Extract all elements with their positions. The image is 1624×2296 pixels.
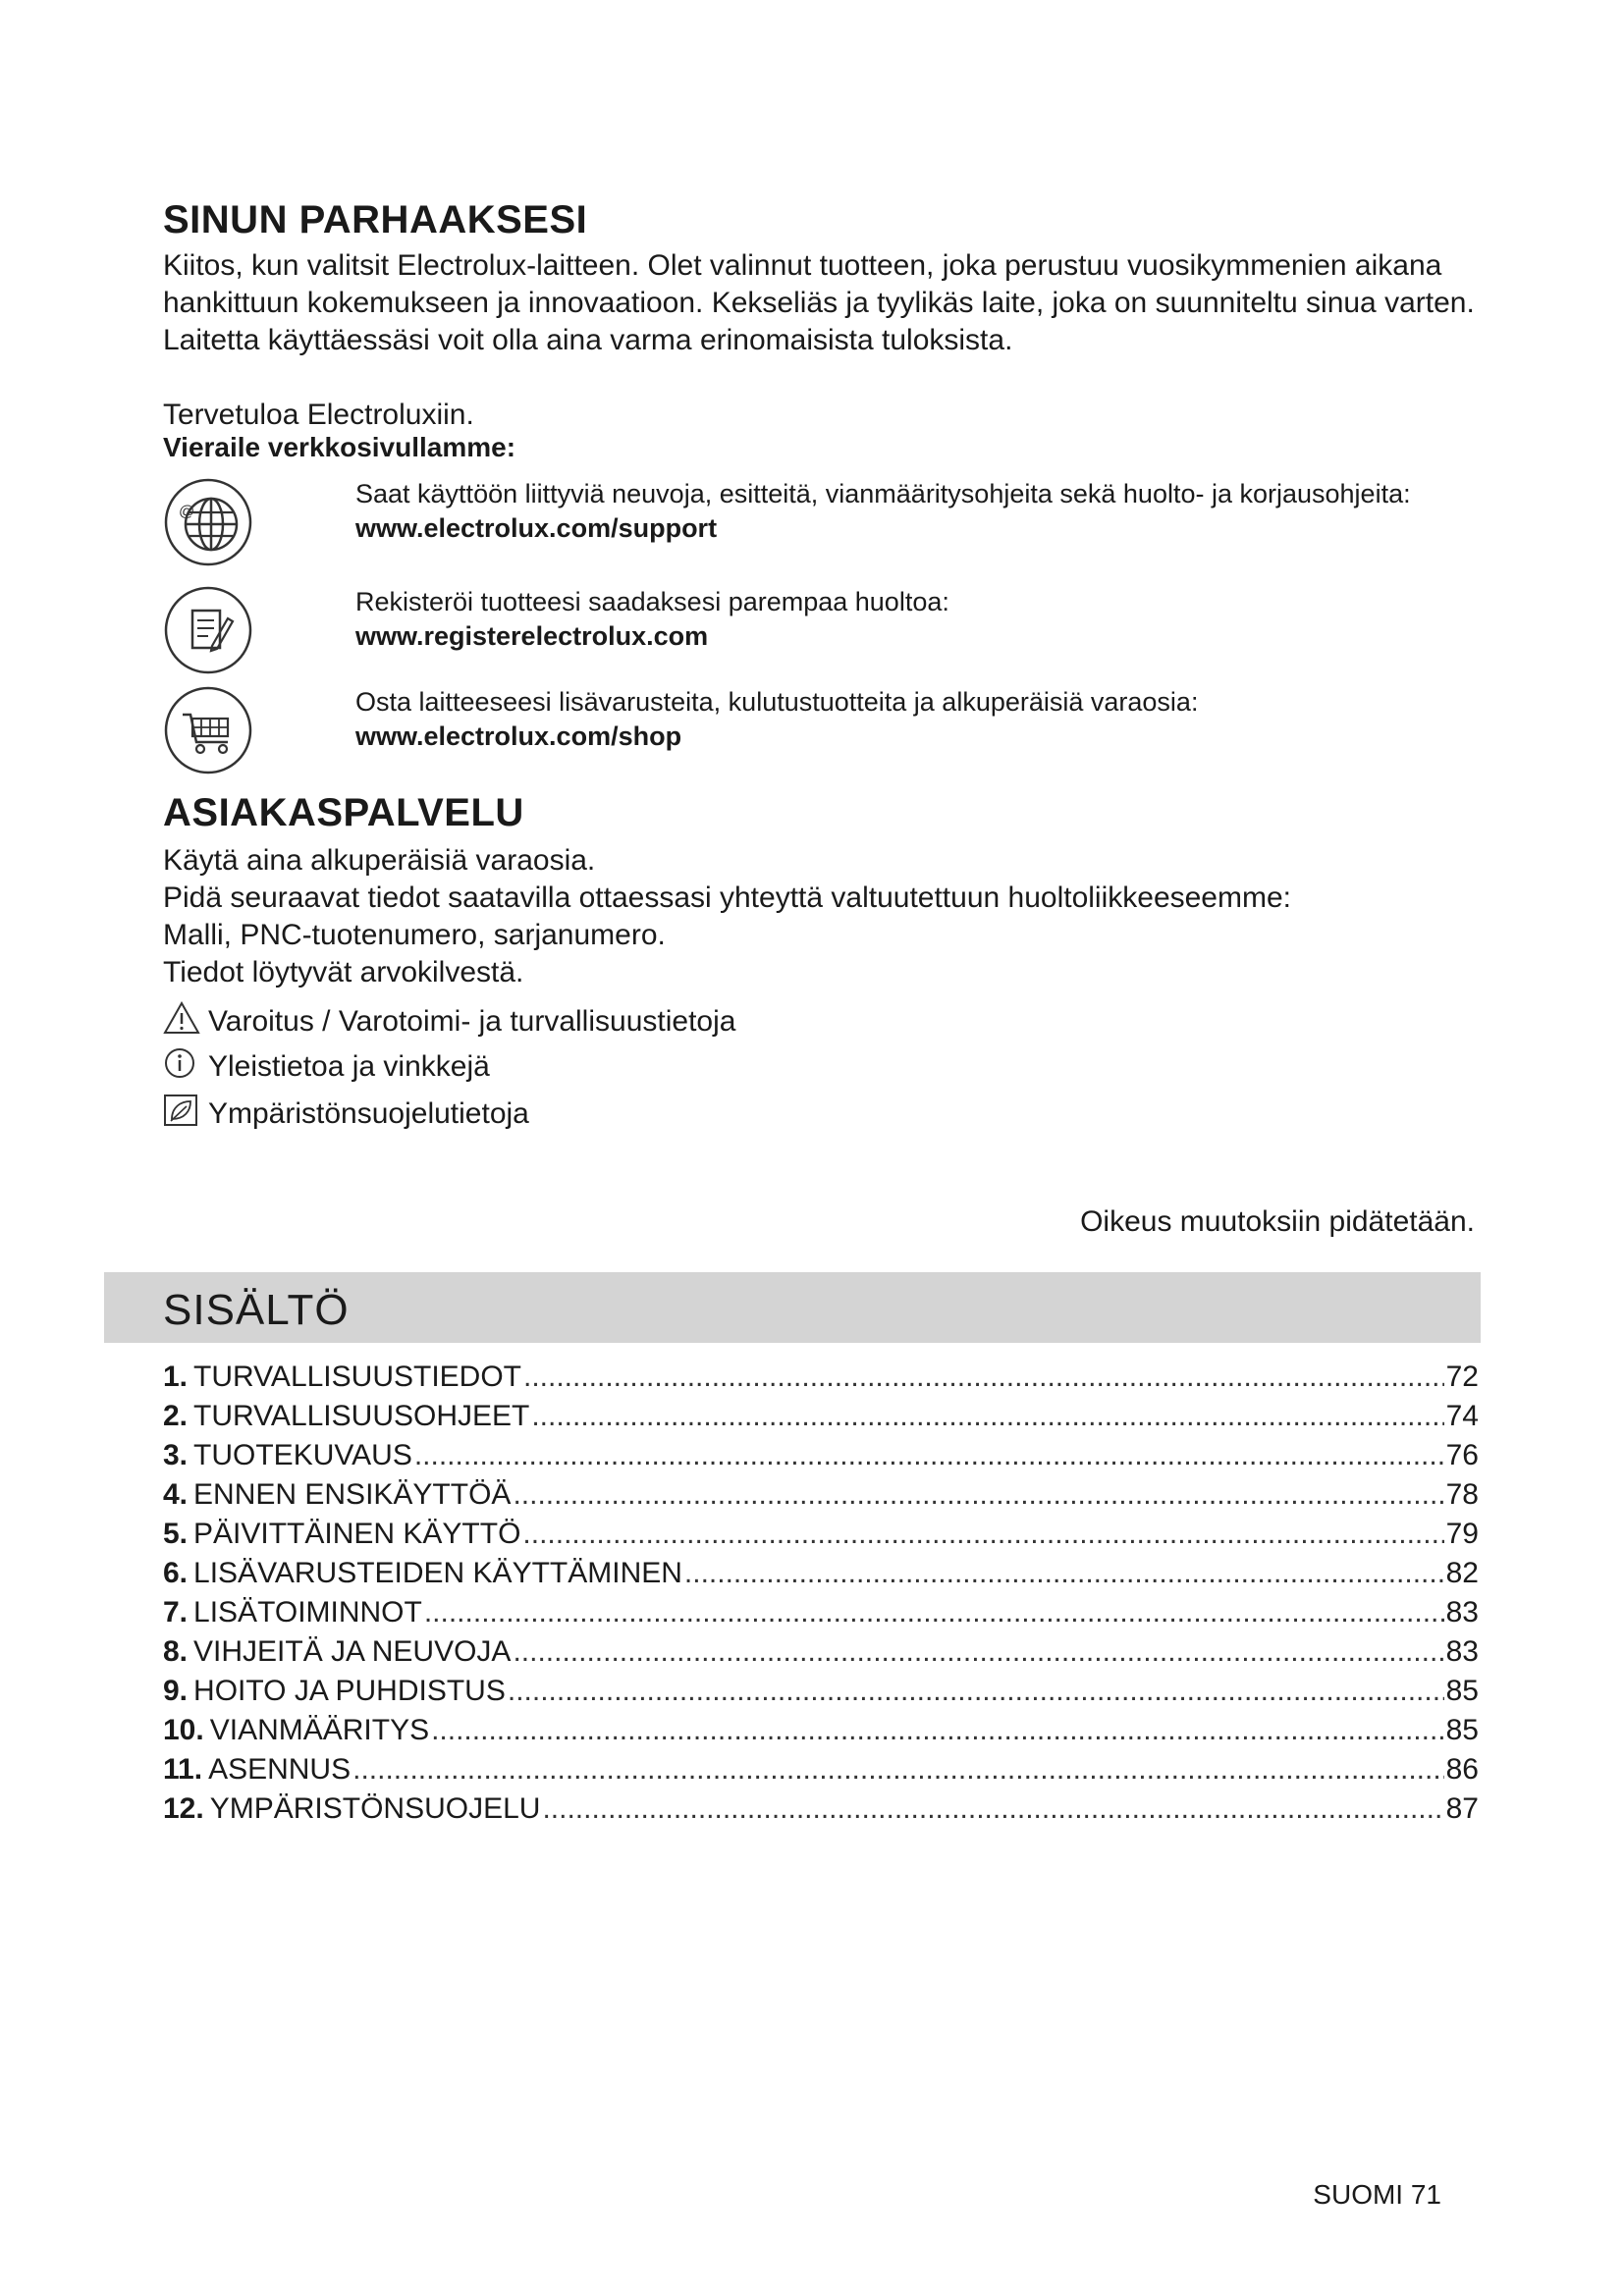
toc-page: 85 bbox=[1445, 1714, 1479, 1746]
toc-leader bbox=[352, 1753, 1444, 1787]
toc-page: 76 bbox=[1445, 1439, 1479, 1471]
rights-notice: Oikeus muutoksiin pidätetään. bbox=[1080, 1205, 1475, 1238]
legend-warning bbox=[163, 1001, 735, 1041]
toc-leader bbox=[531, 1400, 1443, 1433]
toc-label: PÄIVITTÄINEN KÄYTTÖ bbox=[193, 1518, 521, 1550]
environment-leaf-icon bbox=[163, 1094, 200, 1127]
toc-leader bbox=[522, 1518, 1443, 1551]
toc-leader bbox=[513, 1635, 1443, 1669]
toc-item[interactable] bbox=[163, 1439, 1479, 1478]
toc-item[interactable] bbox=[163, 1714, 1479, 1753]
toc-page: 83 bbox=[1445, 1596, 1479, 1629]
toc-item[interactable] bbox=[163, 1518, 1479, 1557]
toc-page: 86 bbox=[1445, 1753, 1479, 1786]
toc-leader bbox=[424, 1596, 1444, 1629]
toc-page: 79 bbox=[1445, 1518, 1479, 1550]
toc-number: 9. bbox=[163, 1675, 189, 1707]
toc-title: SISÄLTÖ bbox=[163, 1286, 350, 1334]
toc-number: 7. bbox=[163, 1596, 189, 1629]
toc-number: 12. bbox=[163, 1792, 204, 1825]
toc-number: 1. bbox=[163, 1361, 189, 1393]
toc-leader bbox=[431, 1714, 1444, 1747]
toc-number: 6. bbox=[163, 1557, 189, 1589]
section-title-service: ASIAKASPALVELU bbox=[163, 791, 524, 834]
toc-number: 4. bbox=[163, 1478, 189, 1511]
section-title-intro: SINUN PARHAAKSESI bbox=[163, 198, 588, 241]
legend-info bbox=[163, 1046, 490, 1086]
toc-number: 5. bbox=[163, 1518, 189, 1550]
toc-leader bbox=[542, 1792, 1443, 1826]
service-line-4: Tiedot löytyvät arvokilvestä. bbox=[163, 956, 524, 988]
toc-item[interactable] bbox=[163, 1361, 1479, 1400]
toc-page: 82 bbox=[1445, 1557, 1479, 1589]
shop-link[interactable]: www.electrolux.com/shop bbox=[355, 721, 682, 751]
toc-page: 72 bbox=[1445, 1361, 1479, 1393]
register-form-icon bbox=[163, 585, 253, 675]
link-text-register bbox=[355, 585, 1475, 654]
toc-label: ENNEN ENSIKÄYTTÖÄ bbox=[193, 1478, 512, 1511]
toc-label: VIANMÄÄRITYS bbox=[209, 1714, 430, 1746]
link-description: Rekisteröi tuotteesi saadaksesi parempaa huoltoa: bbox=[355, 587, 949, 616]
table-of-contents bbox=[163, 1361, 1479, 1832]
toc-item[interactable] bbox=[163, 1596, 1479, 1635]
toc-label: LISÄVARUSTEIDEN KÄYTTÄMINEN bbox=[193, 1557, 682, 1589]
service-line-1: Käytä aina alkuperäisiä varaosia. bbox=[163, 844, 596, 877]
legend-environment bbox=[163, 1094, 529, 1133]
toc-label: LISÄTOIMINNOT bbox=[193, 1596, 422, 1629]
toc-number: 3. bbox=[163, 1439, 189, 1471]
toc-leader bbox=[684, 1557, 1444, 1590]
legend-label: Varoitus / Varotoimi- ja turvallisuustietoja bbox=[208, 1005, 736, 1038]
link-description: Osta laitteeseesi lisävarusteita, kulutustuotteita ja alkuperäisiä varaosia: bbox=[355, 687, 1199, 717]
link-text-support bbox=[355, 477, 1475, 546]
globe-icon bbox=[163, 477, 253, 567]
toc-label: VIHJEITÄ JA NEUVOJA bbox=[193, 1635, 512, 1668]
welcome-text: Tervetuloa Electroluxiin. bbox=[163, 399, 474, 431]
toc-leader bbox=[414, 1439, 1444, 1472]
toc-page: 87 bbox=[1445, 1792, 1479, 1825]
warning-icon bbox=[163, 1001, 200, 1035]
link-text-shop bbox=[355, 685, 1475, 754]
toc-label: TURVALLISUUSTIEDOT bbox=[193, 1361, 521, 1393]
toc-number: 11. bbox=[163, 1753, 203, 1786]
link-description: Saat käyttöön liittyviä neuvoja, esitteitä, vianmääritysohjeita sekä huolto- ja korjausohjeita: bbox=[355, 479, 1411, 508]
toc-page: 85 bbox=[1445, 1675, 1479, 1707]
toc-label: TURVALLISUUSOHJEET bbox=[193, 1400, 530, 1432]
toc-page: 74 bbox=[1445, 1400, 1479, 1432]
toc-header-bar bbox=[104, 1272, 1481, 1343]
toc-label: HOITO JA PUHDISTUS bbox=[193, 1675, 506, 1707]
toc-number: 10. bbox=[163, 1714, 204, 1746]
toc-label: YMPÄRISTÖNSUOJELU bbox=[209, 1792, 541, 1825]
toc-number: 8. bbox=[163, 1635, 189, 1668]
toc-item[interactable] bbox=[163, 1792, 1479, 1832]
visit-label: Vieraile verkkosivullamme: bbox=[163, 432, 516, 462]
shopping-cart-icon bbox=[163, 685, 253, 775]
intro-paragraph: Kiitos, kun valitsit Electrolux-laitteen. Olet valinnut tuotteen, joka perustuu vuosikymmenien aikana hankittuun kokemukseen ja innovaatioon. Kekseliäs ja tyylikäs laite, joka on suunniteltu sinua varten. Laitetta käyttäessäsi voit olla aina varma erinomaisista tuloksista. bbox=[163, 249, 1475, 356]
support-link[interactable]: www.electrolux.com/support bbox=[355, 513, 718, 543]
toc-number: 2. bbox=[163, 1400, 189, 1432]
service-line-2: Pidä seuraavat tiedot saatavilla ottaessasi yhteyttä valtuutettuun huoltoliikkeeseemme: bbox=[163, 881, 1291, 914]
svg-text:@: @ bbox=[179, 504, 195, 520]
service-line-3: Malli, PNC-tuotenumero, sarjanumero. bbox=[163, 919, 666, 951]
toc-item[interactable] bbox=[163, 1478, 1479, 1518]
toc-item[interactable] bbox=[163, 1400, 1479, 1439]
toc-leader bbox=[513, 1478, 1443, 1512]
toc-item[interactable] bbox=[163, 1675, 1479, 1714]
toc-page: 78 bbox=[1445, 1478, 1479, 1511]
info-icon bbox=[163, 1046, 200, 1080]
toc-label: ASENNUS bbox=[208, 1753, 352, 1786]
legend-label: Yleistietoa ja vinkkejä bbox=[208, 1050, 490, 1083]
toc-label: TUOTEKUVAUS bbox=[193, 1439, 412, 1471]
toc-leader bbox=[523, 1361, 1444, 1394]
toc-item[interactable] bbox=[163, 1635, 1479, 1675]
toc-item[interactable] bbox=[163, 1753, 1479, 1792]
toc-page: 83 bbox=[1445, 1635, 1479, 1668]
page-footer: SUOMI 71 bbox=[1313, 2179, 1441, 2210]
register-link[interactable]: www.registerelectrolux.com bbox=[355, 621, 709, 651]
legend-label: Ympäristönsuojelutietoja bbox=[208, 1097, 529, 1130]
toc-leader bbox=[508, 1675, 1444, 1708]
toc-item[interactable] bbox=[163, 1557, 1479, 1596]
